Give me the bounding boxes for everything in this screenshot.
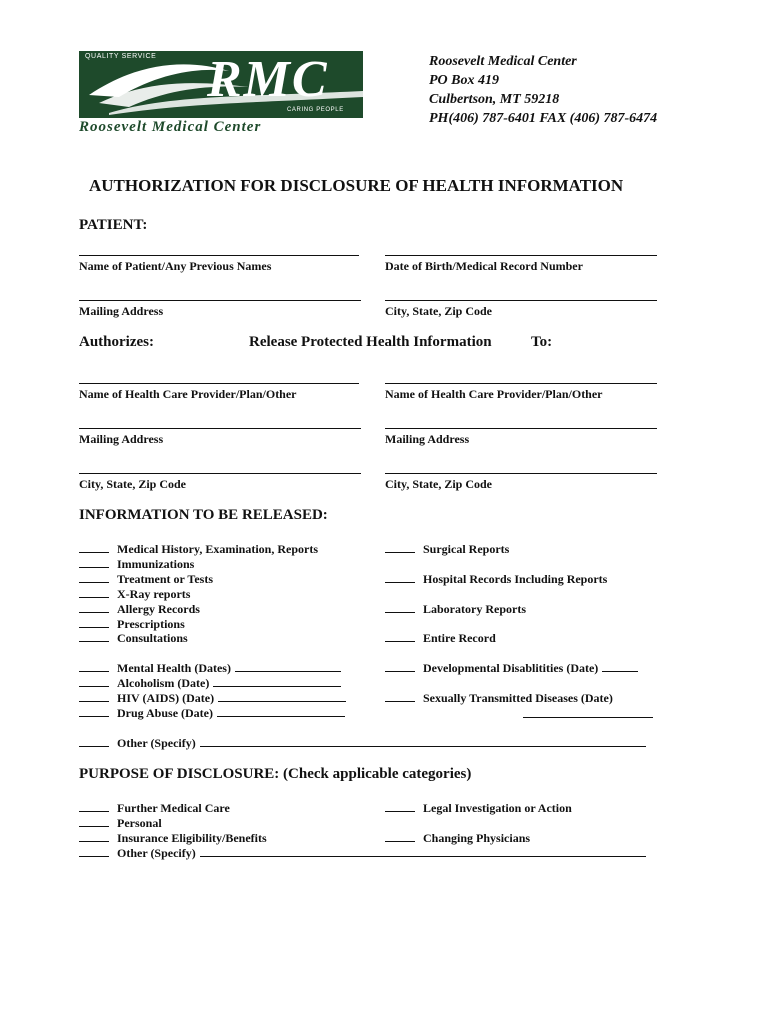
date-field[interactable] — [602, 661, 638, 672]
info-item[interactable]: Hospital Records Including Reports — [385, 572, 607, 587]
check-blank[interactable] — [385, 691, 415, 702]
check-blank[interactable] — [79, 816, 109, 827]
check-blank[interactable] — [79, 572, 109, 583]
check-blank[interactable] — [79, 801, 109, 812]
patient-mailing-label: Mailing Address — [79, 304, 164, 318]
to-label: To: — [531, 334, 553, 350]
check-blank[interactable] — [79, 691, 109, 702]
patient-city-field[interactable] — [385, 300, 657, 301]
address-line: Roosevelt Medical Center — [429, 54, 577, 69]
info-item[interactable]: X-Ray reports — [79, 587, 190, 602]
info-item[interactable]: Medical History, Examination, Reports — [79, 542, 318, 557]
check-blank[interactable] — [385, 631, 415, 642]
purpose-item[interactable]: Changing Physicians — [385, 831, 530, 846]
patient-heading: PATIENT: — [79, 217, 148, 233]
logo-tagline-bottom: CARING PEOPLE — [287, 107, 344, 113]
sensitive-item[interactable]: Mental Health (Dates) — [79, 661, 341, 676]
info-item[interactable]: Immunizations — [79, 557, 194, 572]
check-blank[interactable] — [79, 831, 109, 842]
logo-tagline-top: QUALITY SERVICE — [85, 53, 157, 60]
release-phi-label: Release Protected Health Information — [249, 334, 492, 350]
check-blank[interactable] — [79, 706, 109, 717]
check-blank[interactable] — [385, 602, 415, 613]
date-field[interactable] — [217, 706, 345, 717]
check-blank[interactable] — [79, 676, 109, 687]
check-blank[interactable] — [385, 542, 415, 553]
to-provider-mailing-label: Mailing Address — [385, 432, 470, 446]
dob-mrn-label: Date of Birth/Medical Record Number — [385, 259, 583, 273]
info-item[interactable]: Surgical Reports — [385, 542, 509, 557]
check-blank[interactable] — [79, 587, 109, 598]
check-blank[interactable] — [79, 736, 109, 747]
check-blank[interactable] — [79, 661, 109, 672]
check-blank[interactable] — [385, 572, 415, 583]
form-title: AUTHORIZATION FOR DISCLOSURE OF HEALTH INFORMATION — [89, 176, 624, 195]
from-provider-city-label: City, State, Zip Code — [79, 477, 187, 491]
sensitive-item[interactable]: Sexually Transmitted Diseases (Date) — [385, 691, 613, 706]
to-provider-city-field[interactable] — [385, 473, 657, 474]
check-blank[interactable] — [79, 542, 109, 553]
address-line: PH(406) 787-6401 FAX (406) 787-6474 — [429, 111, 658, 126]
purpose-item[interactable]: Further Medical Care — [79, 801, 230, 816]
address-block — [429, 52, 657, 128]
info-item[interactable]: Laboratory Reports — [385, 602, 526, 617]
info-item[interactable]: Prescriptions — [79, 617, 185, 632]
sensitive-item[interactable]: Alcoholism (Date) — [79, 676, 341, 691]
purpose-item[interactable]: Other (Specify) — [79, 846, 646, 861]
to-provider-mailing-field[interactable] — [385, 428, 657, 429]
check-blank[interactable] — [79, 846, 109, 857]
rmc-logo — [79, 51, 365, 136]
check-blank[interactable] — [385, 831, 415, 842]
info-item[interactable]: Entire Record — [385, 631, 496, 646]
purpose-item[interactable]: Personal — [79, 816, 162, 831]
info-item[interactable]: Allergy Records — [79, 602, 200, 617]
from-provider-name-label: Name of Health Care Provider/Plan/Other — [79, 387, 297, 401]
logo-name: Roosevelt Medical Center — [79, 119, 262, 135]
check-blank[interactable] — [79, 557, 109, 568]
to-provider-name-label: Name of Health Care Provider/Plan/Other — [385, 387, 603, 401]
date-field[interactable] — [218, 691, 346, 702]
purpose-other-field[interactable] — [200, 846, 646, 857]
other-specify-field[interactable] — [200, 736, 646, 747]
patient-mailing-field[interactable] — [79, 300, 361, 301]
from-provider-name-field[interactable] — [79, 383, 359, 384]
other-item[interactable]: Other (Specify) — [79, 736, 646, 751]
date-field[interactable] — [213, 676, 341, 687]
check-blank[interactable] — [79, 617, 109, 628]
check-blank[interactable] — [79, 631, 109, 642]
from-provider-mailing-label: Mailing Address — [79, 432, 164, 446]
check-blank[interactable] — [385, 661, 415, 672]
from-provider-city-field[interactable] — [79, 473, 361, 474]
check-blank[interactable] — [79, 602, 109, 613]
date-field[interactable] — [235, 661, 341, 672]
patient-name-label: Name of Patient/Any Previous Names — [79, 259, 272, 273]
to-provider-city-label: City, State, Zip Code — [385, 477, 493, 491]
dob-mrn-field[interactable] — [385, 255, 657, 256]
authorizes-label: Authorizes: — [79, 334, 154, 350]
from-provider-mailing-field[interactable] — [79, 428, 361, 429]
sensitive-item[interactable]: HIV (AIDS) (Date) — [79, 691, 346, 706]
purpose-heading: PURPOSE OF DISCLOSURE: (Check applicable categories) — [79, 766, 472, 782]
purpose-item[interactable]: Insurance Eligibility/Benefits — [79, 831, 267, 846]
purpose-item[interactable]: Legal Investigation or Action — [385, 801, 572, 816]
logo-mark: RMC — [207, 51, 329, 108]
info-item[interactable]: Treatment or Tests — [79, 572, 213, 587]
sensitive-item[interactable]: Developmental Disablitities (Date) — [385, 661, 638, 676]
std-date-field[interactable] — [523, 717, 653, 718]
patient-name-field[interactable] — [79, 255, 359, 256]
address-line: Culbertson, MT 59218 — [429, 92, 560, 107]
info-item[interactable]: Consultations — [79, 631, 188, 646]
info-heading: INFORMATION TO BE RELEASED: — [79, 507, 328, 523]
patient-city-label: City, State, Zip Code — [385, 304, 493, 318]
address-line: PO Box 419 — [429, 73, 499, 88]
check-blank[interactable] — [385, 801, 415, 812]
sensitive-item[interactable]: Drug Abuse (Date) — [79, 706, 345, 721]
to-provider-name-field[interactable] — [385, 383, 657, 384]
logo-emblem — [79, 51, 363, 118]
